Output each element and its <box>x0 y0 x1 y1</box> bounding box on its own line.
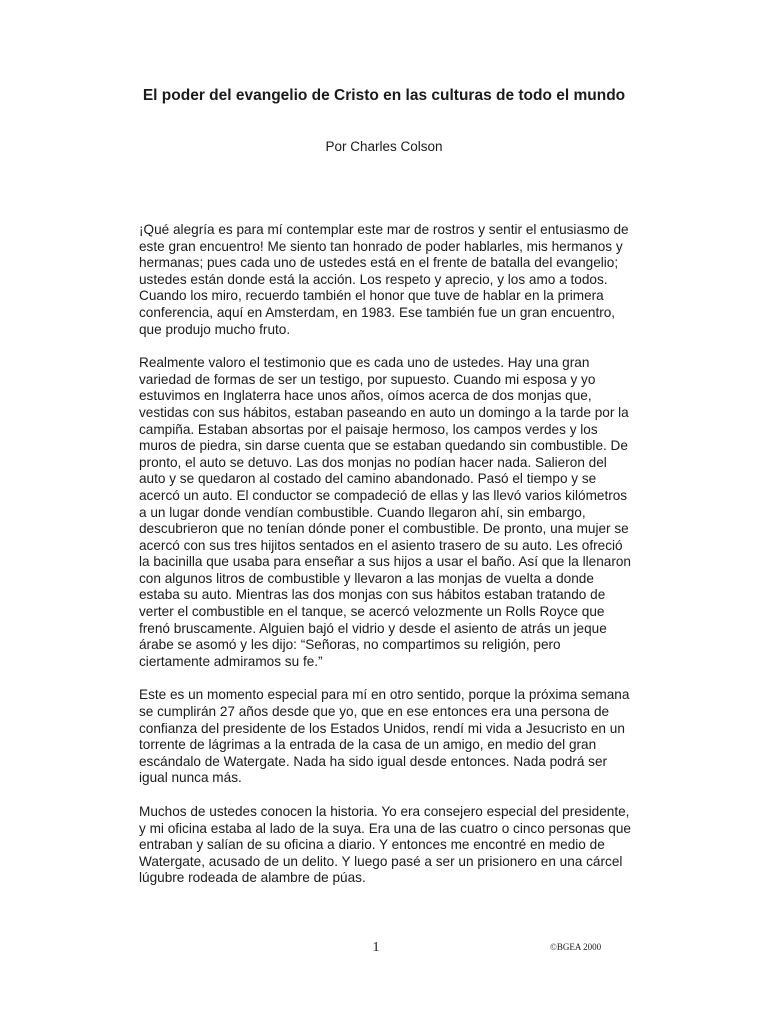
copyright-notice: ©BGEA 2000 <box>550 942 602 952</box>
document-body <box>139 222 632 904</box>
body-paragraph: Muchos de ustedes conocen la historia. Yo era consejero especial del presidente, y mi oficina estaba al lado de la suya. Era una de las cuatro o cinco personas que entraban y salían de su oficina a diario. Y entonces me encontré en medio de Watergate, acusado de un delito. Y luego pasé a ser un prisionero en una cárcel lúgubre rodeada de alambre de púas. <box>139 804 631 886</box>
body-paragraph: Este es un momento especial para mí en otro sentido, porque la próxima semana se cumplirán 27 años desde que yo, que en ese entonces era una persona de confianza del presidente de los Estados Unidos, rendí mi vida a Jesucristo en un torrente de lágrimas a la entrada de la casa de un amigo, en medio del gran escándalo de Watergate. Nada ha sido igual desde entonces. Nada podrá ser igual nunca más. <box>139 687 630 786</box>
body-paragraph: ¡Qué alegría es para mí contemplar este mar de rostros y sentir el entusiasmo de este gran encuentro! Me siento tan honrado de poder hablarles, mis hermanos y hermanas; pues cada uno de ustedes está en el frente de batalla del evangelio; ustedes están donde está la acción. Los respeto y aprecio, y los amo a todos. Cuando los miro, recuerdo también el honor que tuve de hablar en la primera conferencia, aquí en Amsterdam, en 1983. Ese también fue un gran encuentro, que produjo mucho fruto. <box>139 222 629 337</box>
document-title: El poder del evangelio de Cristo en las culturas de todo el mundo <box>142 87 626 104</box>
page-number: 1 <box>372 940 380 955</box>
body-paragraph: Realmente valoro el testimonio que es cada uno de ustedes. Hay una gran variedad de formas de ser un testigo, por supuesto. Cuando mi esposa y yo estuvimos en Inglaterra hace unos años, oímos acerca de dos monjas que, vestidas con sus hábitos, estaban paseando en auto un domingo a la tarde por la campiña. Estaban absortas por el paisaje hermoso, los campos verdes y los muros de piedra, sin darse cuenta que se estaban quedando sin combustible. De pronto, el auto se detuvo. Las dos monjas no podían hacer nada. Salieron del auto y se quedaron al costado del camino abandonado. Pasó el tiempo y se acercó un auto. El conductor se compadeció de ellas y las llevó varios kilómetros a un lugar donde vendían combustible. Cuando llegaron ahí, sin embargo, descubrieron que no tenían dónde poner el combustible. De pronto, una mujer se acercó con sus tres hijitos sentados en el asiento trasero de su auto. Les ofreció la bacinilla que usaba para enseñar a sus hijos a usar el baño. Así que la llenaron con algunos litros de combustible y llevaron a las monjas de vuelta a donde estaba su auto. Mientras las dos monjas con sus hábitos estaban tratando de verter el combustible en el tanque, se acercó velozmente un Rolls Royce que frenó bruscamente. Alguien bajó el vidrio y desde el asiento de atrás un jeque árabe se asomó y les dijo: “Señoras, no compartimos su religión, pero ciertamente admiramos su fe.” <box>139 355 631 669</box>
document-author: Por Charles Colson <box>325 139 443 154</box>
